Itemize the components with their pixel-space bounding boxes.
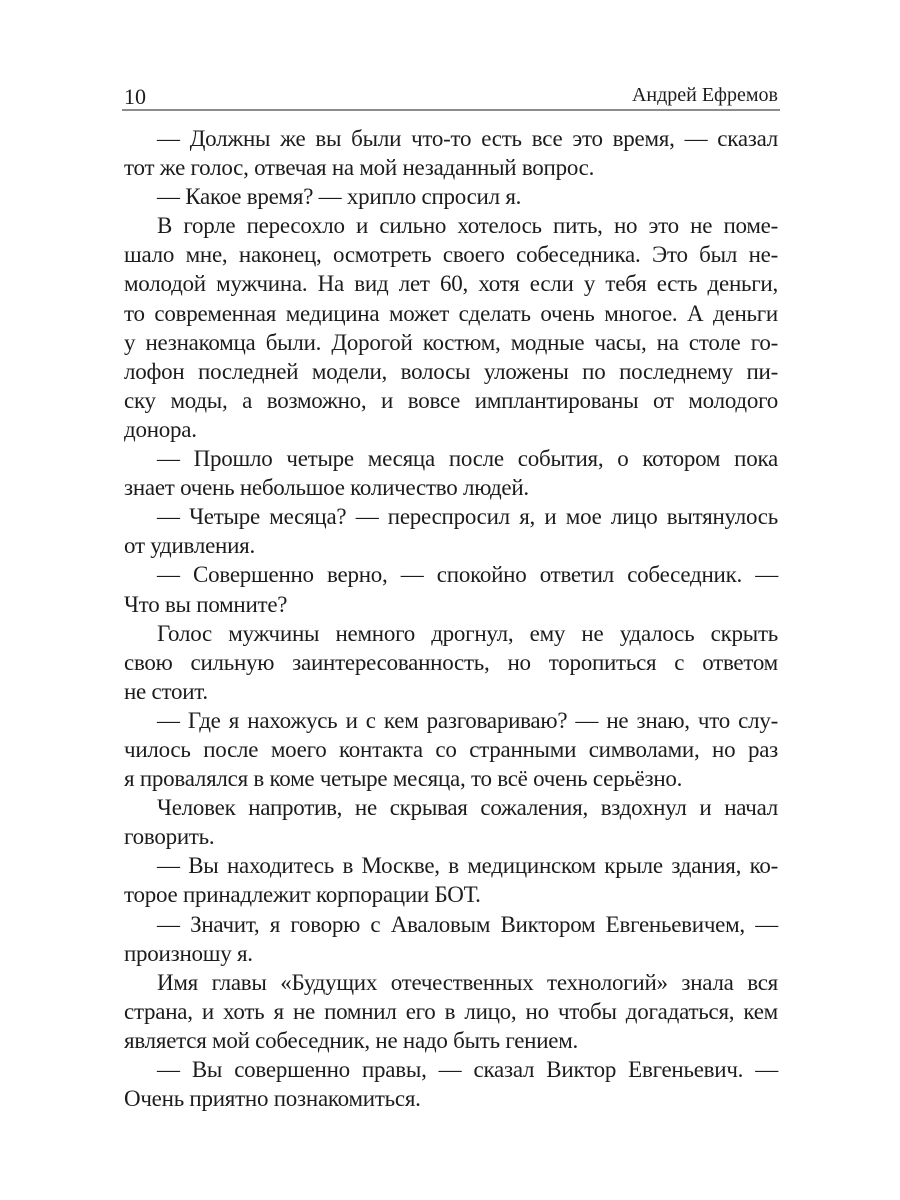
text-line: торое принадлежит корпорации БОТ.: [124, 882, 481, 908]
page-header: [124, 82, 778, 112]
text-line: то современная медицина может сделать очень многое. А деньги: [124, 300, 778, 326]
text-line: произношу я.: [124, 940, 253, 966]
text-line: Имя главы «Будущих отечественных технологий» знала вся: [157, 969, 778, 995]
text-line: не стоит.: [124, 678, 208, 704]
text-line: — Вы совершенно правы, — сказал Виктор Евгеньевич. —: [157, 1057, 778, 1082]
text-line: — Вы находитесь в Москве, в медицинском крыле здания, ко-: [157, 853, 778, 879]
text-line: ску моды, а возможно, и вовсе имплантированы от молодого: [124, 387, 778, 413]
text-line: — Совершенно верно, — спокойно ответил собеседник. —: [157, 562, 778, 588]
text-line: чилось после моего контакта со странными символами, но раз: [124, 736, 778, 762]
text-line: у незнакомца были. Дорогой костюм, модные часы, на столе го-: [124, 329, 778, 355]
text-line: Человек напротив, не скрывая сожаления, вздохнул и начал: [157, 795, 778, 821]
text-line: страна, и хоть я не помнил его в лицо, но чтобы догадаться, кем: [124, 998, 778, 1024]
text-line: Что вы помните?: [124, 591, 288, 617]
text-line: — Должны же вы были что-то есть все это время, — сказал: [157, 126, 778, 151]
text-line: знает очень небольшое количество людей.: [124, 475, 529, 501]
text-line: шало мне, наконец, осмотреть своего собеседника. Это был не-: [124, 242, 778, 268]
text-line: тот же голос, отвечая на мой незаданный вопрос.: [124, 155, 595, 181]
running-head-author: Андрей Ефремов: [631, 84, 778, 106]
text-line: Очень приятно познакомиться.: [124, 1086, 421, 1112]
text-line: говорить.: [124, 824, 215, 850]
text-line: молодой мужчина. На вид лет 60, хотя если у тебя есть деньги,: [124, 271, 778, 297]
text-line: я провалялся в коме четыре месяца, то всё очень серьёзно.: [124, 766, 683, 792]
text-line: от удивления.: [124, 533, 255, 559]
header-rule: [122, 109, 780, 111]
page-number: 10: [124, 84, 146, 109]
text-line: донора.: [124, 416, 197, 442]
text-line: Голос мужчины немного дрогнул, ему не удалось скрыть: [157, 620, 778, 646]
text-line: В горле пересохло и сильно хотелось пить, но это не поме-: [157, 213, 778, 239]
text-line: является мой собеседник, не надо быть гением.: [124, 1027, 579, 1053]
text-line: — Какое время? — хрипло спросил я.: [157, 184, 522, 210]
text-line: — Где я нахожусь и с кем разговариваю? — не знаю, что слу-: [157, 707, 778, 733]
text-line: свою сильную заинтересованность, но торопиться с ответом: [124, 649, 778, 675]
text-line: — Прошло четыре месяца после события, о котором пока: [157, 446, 778, 472]
body-text: [124, 124, 778, 1113]
text-line: лофон последней модели, волосы уложены по последнему пи-: [124, 358, 778, 384]
text-line: — Значит, я говорю с Аваловым Виктором Евгеньевичем, —: [157, 911, 778, 937]
text-line: — Четыре месяца? — переспросил я, и мое лицо вытянулось: [157, 504, 778, 530]
